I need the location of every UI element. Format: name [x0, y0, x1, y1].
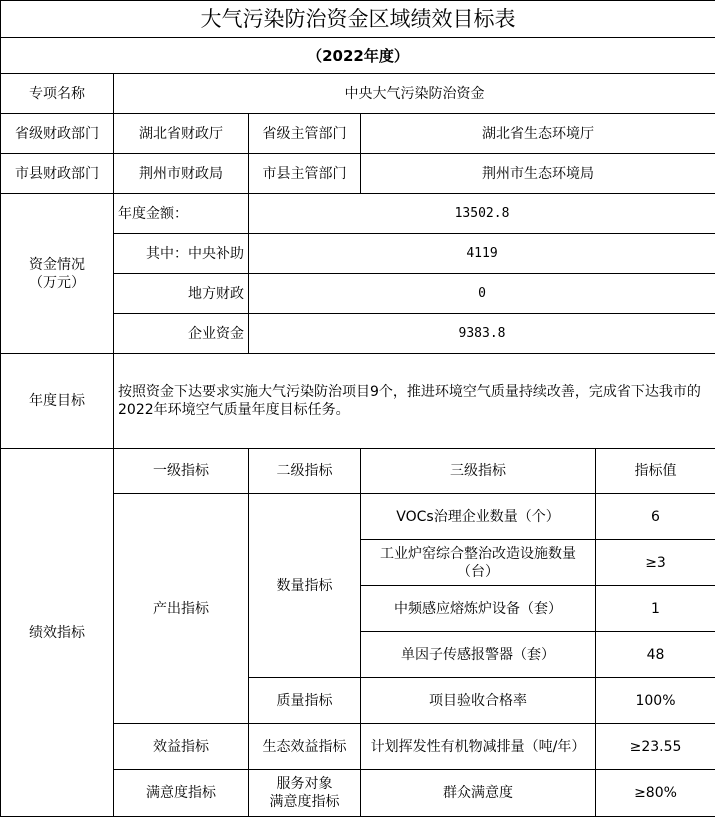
city-finance-value: 荆州市财政局 [114, 154, 249, 194]
quality-indicator-label: 质量指标 [249, 678, 361, 724]
quantity-item-name: VOCs治理企业数量（个） [361, 494, 596, 540]
funds-enterprise-label: 企业资金 [114, 314, 249, 354]
funds-central-label: 其中：中央补助 [114, 234, 249, 274]
city-finance-label: 市县财政部门 [1, 154, 114, 194]
prov-finance-value: 湖北省财政厅 [114, 114, 249, 154]
header-level1: 一级指标 [114, 449, 249, 494]
service-satisfaction-label [249, 770, 361, 817]
funds-label-line1: 资金情况 [29, 256, 85, 273]
quantity-indicator-label: 数量指标 [249, 494, 361, 678]
header-level3: 三级指标 [361, 449, 596, 494]
city-dept-label: 市县主管部门 [249, 154, 361, 194]
service-label-line1: 服务对象 [276, 776, 333, 792]
performance-label: 绩效指标 [1, 449, 114, 817]
quantity-item-name: 工业炉窑综合整治改造设施数量（台） [361, 540, 596, 586]
prov-dept-label: 省级主管部门 [249, 114, 361, 154]
header-level2: 二级指标 [249, 449, 361, 494]
header-value: 指标值 [596, 449, 715, 494]
funds-enterprise-value: 9383.8 [249, 314, 715, 354]
funds-annual-label: 年度金额： [114, 194, 249, 234]
funds-annual-value: 13502.8 [249, 194, 715, 234]
prov-dept-value: 湖北省生态环境厅 [361, 114, 715, 154]
page-title: 大气污染防治资金区域绩效目标表 [1, 1, 715, 38]
output-indicator-label: 产出指标 [114, 494, 249, 724]
funds-label [1, 194, 114, 354]
project-name-label: 专项名称 [1, 74, 114, 114]
eco-item-value: ≥23.55 [596, 724, 715, 770]
project-name-value: 中央大气污染防治资金 [114, 74, 715, 114]
annual-goal-label: 年度目标 [1, 354, 114, 449]
quality-item-value: 100% [596, 678, 715, 724]
satisfaction-item-name: 群众满意度 [361, 770, 596, 817]
funds-local-label: 地方财政 [114, 274, 249, 314]
eco-benefit-label: 生态效益指标 [249, 724, 361, 770]
satisfaction-indicator-label: 满意度指标 [114, 770, 249, 817]
benefit-indicator-label: 效益指标 [114, 724, 249, 770]
quantity-item-value: ≥3 [596, 540, 715, 586]
annual-goal-text: 按照资金下达要求实施大气污染防治项目9个，推进环境空气质量持续改善，完成省下达我市的2022年环境空气质量年度目标任务。 [114, 354, 715, 449]
year-subtitle: （2022年度） [1, 38, 715, 74]
quantity-item-name: 中频感应熔炼炉设备（套） [361, 586, 596, 632]
quantity-item-name: 单因子传感报警器（套） [361, 632, 596, 678]
quantity-item-value: 48 [596, 632, 715, 678]
satisfaction-item-value: ≥80% [596, 770, 715, 817]
city-dept-value: 荆州市生态环境局 [361, 154, 715, 194]
quantity-item-value: 6 [596, 494, 715, 540]
funds-local-value: 0 [249, 274, 715, 314]
eco-item-name: 计划挥发性有机物减排量（吨/年） [361, 724, 596, 770]
funds-central-value: 4119 [249, 234, 715, 274]
prov-finance-label: 省级财政部门 [1, 114, 114, 154]
funds-label-line2: （万元） [29, 274, 85, 291]
quality-item-name: 项目验收合格率 [361, 678, 596, 724]
quantity-item-value: 1 [596, 586, 715, 632]
service-label-line2: 满意度指标 [269, 794, 340, 810]
